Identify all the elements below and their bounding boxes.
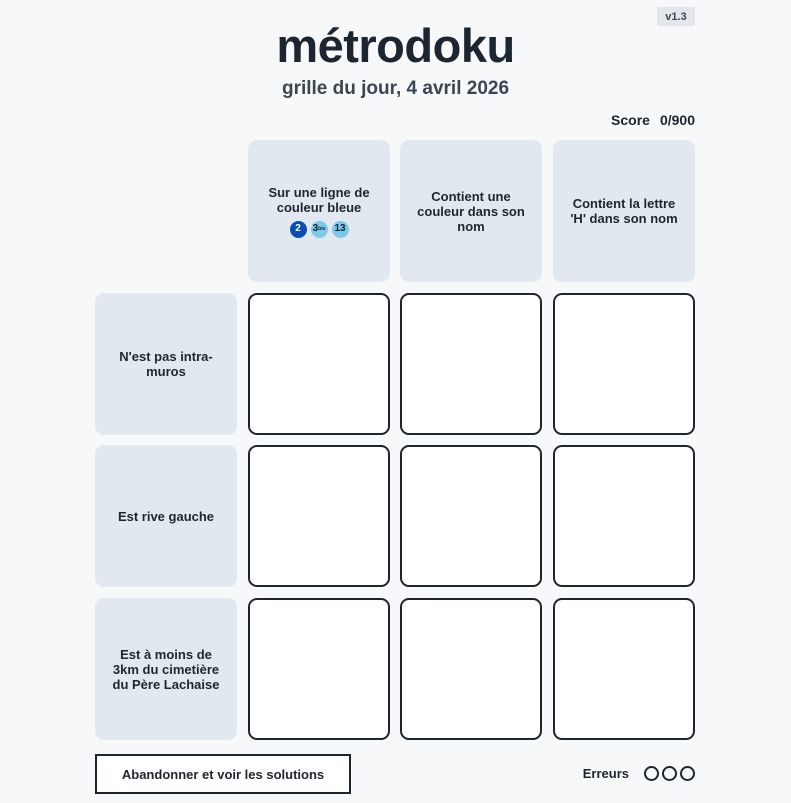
grid-cell-r1-c3[interactable] — [553, 293, 695, 435]
version-badge: v1.3 — [657, 7, 695, 26]
row-header-label: N'est pas intra-muros — [119, 349, 213, 379]
metro-line-3bis-icon: 3 bis — [311, 221, 328, 238]
error-dot-3-icon — [680, 766, 695, 781]
grid-cell-r1-c2[interactable] — [400, 293, 542, 435]
column-header-label: Contient la lettre 'H' dans son nom — [570, 196, 678, 226]
errors-indicator — [583, 766, 695, 781]
row-header-1 — [95, 293, 237, 435]
row-header-label: Est rive gauche — [117, 508, 215, 524]
error-dot-2-icon — [662, 766, 677, 781]
grid-cell-r3-c3[interactable] — [553, 598, 695, 740]
column-header-3 — [553, 140, 695, 282]
page-subtitle: grille du jour, 4 avril 2026 — [281, 78, 510, 99]
score-label: Score — [611, 112, 650, 128]
column-header-1 — [248, 140, 390, 282]
grid-cell-r3-c1[interactable] — [248, 598, 390, 740]
page-title: métrodoku — [276, 19, 515, 72]
metro-line-13-icon: 13 — [332, 221, 349, 238]
row-header-label: Est à moins de 3km du cimetière du Père Lachaise — [112, 646, 220, 692]
abandon-button[interactable]: Abandonner et voir les solutions — [95, 754, 351, 794]
row-header-3 — [95, 598, 237, 740]
grid-cell-r2-c3[interactable] — [553, 445, 695, 587]
column-header-label: Contient une couleur dans son nom — [417, 188, 525, 234]
row-header-2 — [95, 445, 237, 587]
column-header-label: Sur une ligne de couleur bleue — [268, 184, 370, 215]
grid-cell-r3-c2[interactable] — [400, 598, 542, 740]
score-display — [611, 112, 695, 128]
grid-cell-r1-c1[interactable] — [248, 293, 390, 435]
grid-cell-r2-c2[interactable] — [400, 445, 542, 587]
metro-line-badges — [290, 221, 349, 238]
error-dot-1-icon — [644, 766, 659, 781]
column-header-2 — [400, 140, 542, 282]
errors-label: Erreurs — [582, 766, 629, 781]
grid-cell-r2-c1[interactable] — [248, 445, 390, 587]
score-value: 0/900 — [659, 112, 695, 128]
metro-line-2-icon: 2 — [290, 221, 307, 238]
